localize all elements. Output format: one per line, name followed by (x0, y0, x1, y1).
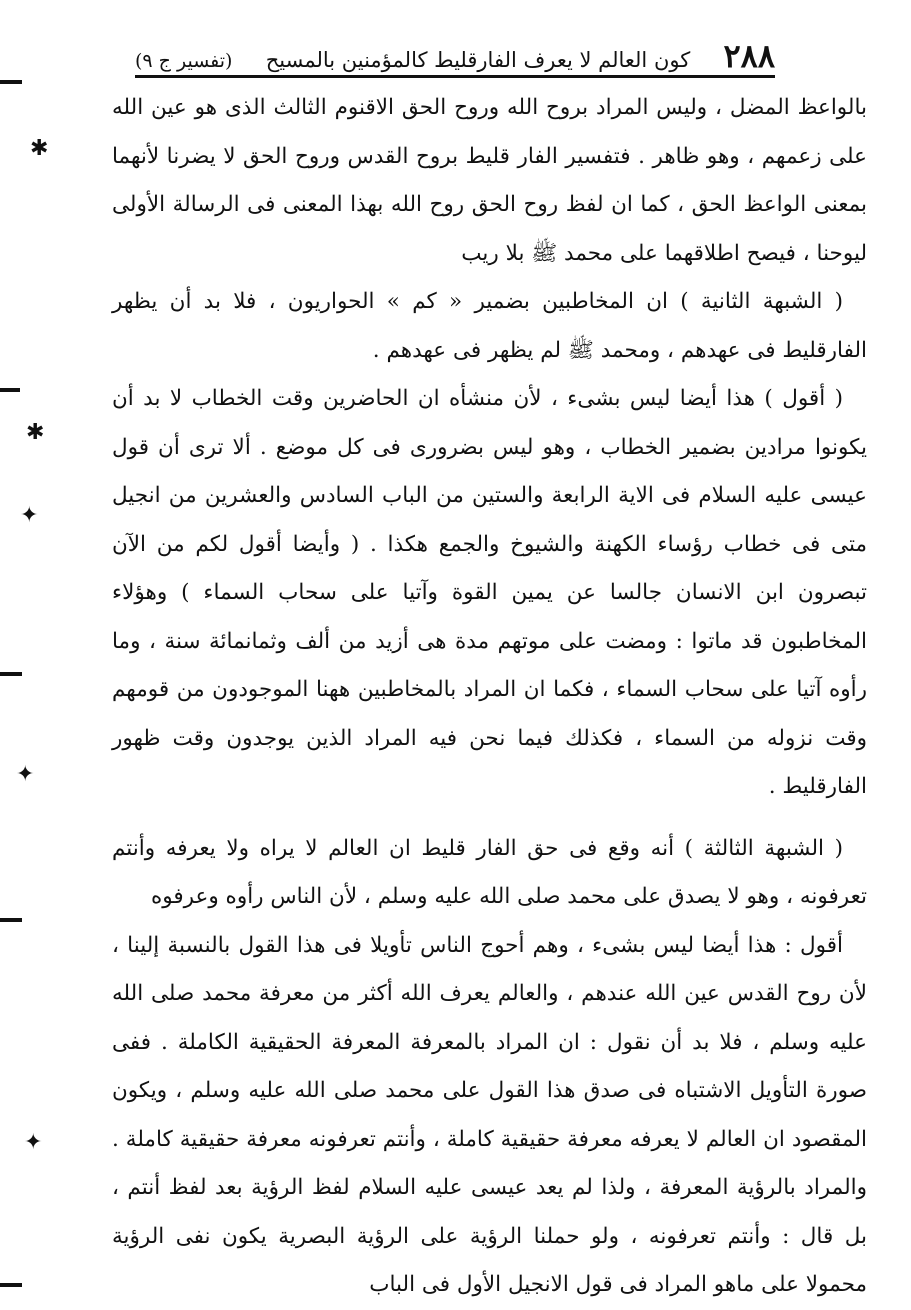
paragraph-3: ( أقول ) هذا أيضا ليس بشىء ، لأن منشأه ان الحاضرين وقت الخطاب لا بد أن يكونوا مرادين بضمير الخطاب ، وهو ليس بضرورى فى كل موضع . ألا ترى أن قول عيسى عليه السلام فى الاية الرابعة والستين من الباب السادس والعشرين من انجيل متى فى خطاب رؤساء الكهنة والشيوخ والجمع هكذا . ( وأيضا أقول لكم من الآن تبصرون ابن الانسان جالسا عن يمين القوة وآتيا على سحاب السماء ) وهؤلاء المخاطبون قد ماتوا : ومضت على موتهم مدة هى أزيد من ألف وثمانمائة سنة ، وما رأوه آتيا على سحاب السماء ، فكما ان المراد بالمخاطبين ههنا الموجودون من قومهم وقت نزوله من السماء ، فكذلك فيما نحن فيه المراد الذين يوجدون وقت ظهور الفارقليط . (112, 386, 867, 799)
paragraph-2: ( الشبهة الثانية ) ان المخاطبين بضمير « كم » الحواريون ، فلا بد أن يظهر الفارقليط فى عهدهم ، ومحمد ﷺ لم يظهر فى عهدهم . (112, 289, 867, 363)
margin-star-mark: ✦ (16, 762, 35, 787)
margin-dash-mark (0, 80, 22, 84)
margin-dash-mark (0, 918, 22, 922)
paragraph-1: بالواعظ المضل ، وليس المراد بروح الله وروح الحق الاقنوم الثالث الذى هو عين الله على زعمهم ، وهو ظاهر . فتفسير الفار قليط بروح القدس وروح الحق لا يضرنا لأنهما بمعنى الواعظ الحق ، كما ان لفظ روح الحق روح الله بهذا المعنى فى الرسالة الأولى ليوحنا ، فيصح اطلاقهما على محمد ﷺ بلا ريب (112, 95, 867, 266)
margin-dash-mark (0, 1283, 22, 1287)
margin-dash-mark (0, 672, 22, 676)
page-number: ٢٨٨ (723, 37, 775, 75)
volume-reference: (تفسير ج ٩) (135, 50, 233, 72)
header-rule (135, 75, 775, 78)
paragraph-5: أقول : هذا أيضا ليس بشىء ، وهم أحوج الناس تأويلا فى هذا القول بالنسبة إلينا ، لأن روح القدس عين الله عندهم ، والعالم يعرف الله أكثر من معرفة محمد صلى الله عليه وسلم ، فلا بد أن نقول : ان المراد بالمعرفة المعرفة الحقيقية الكاملة . ففى صورة التأويل الاشتباه فى صدق هذا القول على محمد صلى الله عليه وسلم ، ويكون المقصود ان العالم لا يعرفه معرفة حقيقية كاملة ، وأنتم تعرفونه معرفة حقيقية كاملة . والمراد بالرؤية المعرفة ، ولذا لم يعد عيسى عليه السلام لفظ الرؤية بعد لفظ أنتم ، بل قال : وأنتم تعرفونه ، ولو حملنا الرؤية على الرؤية البصرية يكون نفى الرؤية محمولا على ماهو المراد فى قول الانجيل الأول فى الباب (112, 932, 867, 1297)
margin-dash-mark (0, 388, 20, 392)
margin-star-mark: ✱ (30, 136, 49, 161)
paragraph-4: ( الشبهة الثالثة ) أنه وقع فى حق الفار قليط ان العالم لا يراه ولا يعرفه وأنتم تعرفونه ، وهو لا يصدق على محمد صلى الله عليه وسلم ، لأن الناس رأوه وعرفوه (112, 835, 867, 909)
page-header (135, 22, 775, 75)
margin-star-mark: ✱ (26, 420, 45, 445)
running-title: كون العالم لا يعرف الفارقليط كالمؤمنين بالمسيح (265, 48, 691, 72)
margin-star-mark: ✦ (24, 1130, 43, 1155)
body-text (112, 84, 867, 1299)
margin-star-mark: ✦ (20, 503, 39, 528)
